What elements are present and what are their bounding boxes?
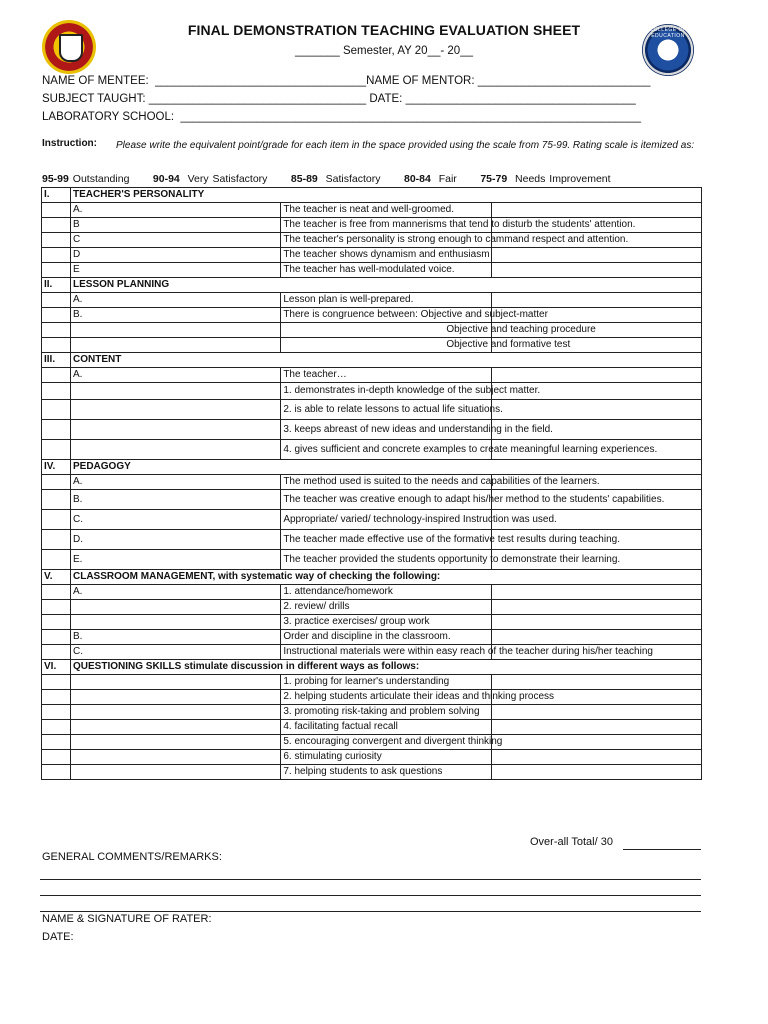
grade-input-cell[interactable] <box>491 675 701 690</box>
mentee-mentor-field[interactable]: NAME OF MENTEE: _________________________________NAME OF MENTOR: ___________________________ <box>42 75 651 87</box>
item-text: 6. stimulating curiosity <box>281 750 491 765</box>
grade-input-cell[interactable] <box>491 203 701 218</box>
item-text: Objective and teaching procedure <box>281 323 491 338</box>
item-text: 2. is able to relate lessons to actual life situations. <box>281 400 491 420</box>
table-row <box>42 675 702 690</box>
row-number <box>42 675 71 690</box>
row-number: V. <box>42 570 71 585</box>
item-letter: E <box>71 263 281 278</box>
item-letter <box>71 615 281 630</box>
item-text: The teacher made effective use of the formative test results during teaching. <box>281 530 491 550</box>
item-text: The teacher provided the students opportunity to demonstrate their learning. <box>281 550 491 570</box>
table-row <box>42 203 702 218</box>
table-row <box>42 765 702 780</box>
item-text: 1. demonstrates in-depth knowledge of the subject matter. <box>281 383 491 400</box>
row-number <box>42 400 71 420</box>
section-heading: QUESTIONING SKILLS stimulate discussion in different ways as follows: <box>71 660 702 675</box>
rating-scale: 95-99 Outstanding 90-94 Very Satisfactory 85-89 Satisfactory 80-84 Fair 75-79 Needs Improvement <box>42 173 611 185</box>
section-heading: TEACHER'S PERSONALITY <box>71 188 702 203</box>
grade-input-cell[interactable] <box>491 585 701 600</box>
item-letter <box>71 338 281 353</box>
overall-total-input[interactable] <box>623 849 701 850</box>
item-text: The teacher… <box>281 368 491 383</box>
row-number <box>42 630 71 645</box>
item-letter <box>71 400 281 420</box>
section-heading: PEDAGOGY <box>71 460 702 475</box>
grade-input-cell[interactable] <box>491 400 701 420</box>
row-number <box>42 383 71 400</box>
item-text: The teacher is free from mannerisms that tend to disturb the students' attention. <box>281 218 491 233</box>
item-letter <box>71 720 281 735</box>
table-row <box>42 645 702 660</box>
table-row <box>42 233 702 248</box>
table-row <box>42 550 702 570</box>
item-text: 4. gives sufficient and concrete examples to create meaningful learning experiences. <box>281 440 491 460</box>
table-row <box>42 383 702 400</box>
item-letter: B. <box>71 630 281 645</box>
section-heading: CONTENT <box>71 353 702 368</box>
laboratory-school-field[interactable]: LABORATORY SCHOOL: ________________________________________________________________________ <box>42 111 641 123</box>
row-number <box>42 293 71 308</box>
row-number <box>42 203 71 218</box>
item-text: Order and discipline in the classroom. <box>281 630 491 645</box>
row-number <box>42 490 71 510</box>
row-number <box>42 600 71 615</box>
grade-input-cell[interactable] <box>491 750 701 765</box>
table-row <box>42 720 702 735</box>
item-text: 3. practice exercises/ group work <box>281 615 491 630</box>
semester-line: _______ Semester, AY 20__- 20__ <box>295 45 473 57</box>
item-text: 1. attendance/homework <box>281 585 491 600</box>
table-row <box>42 570 702 585</box>
grade-input-cell[interactable] <box>491 263 701 278</box>
row-number <box>42 720 71 735</box>
item-letter: E. <box>71 550 281 570</box>
section-heading: LESSON PLANNING <box>71 278 702 293</box>
table-row <box>42 440 702 460</box>
item-letter <box>71 765 281 780</box>
evaluation-table <box>41 187 702 780</box>
table-row <box>42 368 702 383</box>
item-letter: D. <box>71 530 281 550</box>
grade-input-cell[interactable] <box>491 720 701 735</box>
item-text: Appropriate/ varied/ technology-inspired Instruction was used. <box>281 510 491 530</box>
row-number <box>42 750 71 765</box>
table-row <box>42 420 702 440</box>
row-number: I. <box>42 188 71 203</box>
row-number <box>42 368 71 383</box>
item-letter <box>71 675 281 690</box>
table-row <box>42 530 702 550</box>
item-text: Instructional materials were within easy reach of the teacher during his/her teaching <box>281 645 491 660</box>
grade-input-cell[interactable] <box>491 765 701 780</box>
row-number <box>42 510 71 530</box>
date-label: DATE: <box>42 931 74 943</box>
table-row <box>42 278 702 293</box>
item-letter: C. <box>71 645 281 660</box>
item-text: 4. facilitating factual recall <box>281 720 491 735</box>
item-letter: A. <box>71 203 281 218</box>
form-title: FINAL DEMONSTRATION TEACHING EVALUATION SHEET <box>187 22 581 38</box>
table-row <box>42 188 702 203</box>
row-number: VI. <box>42 660 71 675</box>
table-row <box>42 660 702 675</box>
item-letter <box>71 440 281 460</box>
item-letter: C <box>71 233 281 248</box>
item-letter <box>71 600 281 615</box>
row-number <box>42 690 71 705</box>
grade-input-cell[interactable] <box>491 705 701 720</box>
item-letter <box>71 383 281 400</box>
grade-input-cell[interactable] <box>491 735 701 750</box>
item-text: 5. encouraging convergent and divergent thinking <box>281 735 491 750</box>
instruction-text: Please write the equivalent point/grade for each item in the space provided using the scale from 75-99. Rating scale is itemized as: <box>116 140 695 151</box>
item-letter: A. <box>71 293 281 308</box>
table-row <box>42 475 702 490</box>
item-letter: A. <box>71 368 281 383</box>
grade-input-cell[interactable] <box>491 293 701 308</box>
row-number <box>42 218 71 233</box>
item-text: 3. keeps abreast of new ideas and understanding in the field. <box>281 420 491 440</box>
item-letter: B. <box>71 490 281 510</box>
subject-date-field[interactable]: SUBJECT TAUGHT: __________________________________ DATE: ____________________________________ <box>42 93 636 105</box>
row-number: III. <box>42 353 71 368</box>
item-text: The teacher's personality is strong enough to cammand respect and attention. <box>281 233 491 248</box>
row-number <box>42 420 71 440</box>
table-row <box>42 460 702 475</box>
item-letter: C. <box>71 510 281 530</box>
row-number <box>42 323 71 338</box>
item-letter <box>71 705 281 720</box>
row-number <box>42 308 71 323</box>
row-number <box>42 765 71 780</box>
item-text: 3. promoting risk-taking and problem solving <box>281 705 491 720</box>
item-text: 7. helping students to ask questions <box>281 765 491 780</box>
item-letter <box>71 323 281 338</box>
row-number <box>42 645 71 660</box>
table-row <box>42 248 702 263</box>
item-text: 2. helping students articulate their ideas and thinking process <box>281 690 491 705</box>
row-number <box>42 338 71 353</box>
grade-input-cell[interactable] <box>491 368 701 383</box>
college-of-education-logo: COLLEGE OF EDUCATION <box>642 24 694 76</box>
table-row <box>42 263 702 278</box>
row-number <box>42 440 71 460</box>
item-text: Lesson plan is well-prepared. <box>281 293 491 308</box>
table-row <box>42 735 702 750</box>
table-row <box>42 615 702 630</box>
item-letter: B <box>71 218 281 233</box>
row-number <box>42 735 71 750</box>
row-number: II. <box>42 278 71 293</box>
table-row <box>42 600 702 615</box>
item-text: The method used is suited to the needs and capabilities of the learners. <box>281 475 491 490</box>
item-letter: A. <box>71 475 281 490</box>
overall-total-label: Over-all Total/ 30 <box>530 836 613 848</box>
grade-input-cell[interactable] <box>491 248 701 263</box>
item-letter: A. <box>71 585 281 600</box>
row-number <box>42 233 71 248</box>
item-text: 1. probing for learner's understanding <box>281 675 491 690</box>
row-number <box>42 263 71 278</box>
table-row <box>42 293 702 308</box>
row-number <box>42 248 71 263</box>
table-row <box>42 690 702 705</box>
table-row <box>42 308 702 323</box>
row-number: IV. <box>42 460 71 475</box>
grade-input-cell[interactable] <box>491 615 701 630</box>
instruction-label: Instruction: <box>42 138 97 149</box>
row-number <box>42 585 71 600</box>
table-row <box>42 353 702 368</box>
item-letter <box>71 750 281 765</box>
comments-line-1[interactable] <box>40 879 701 880</box>
table-row <box>42 490 702 510</box>
table-row <box>42 750 702 765</box>
item-text: 2. review/ drills <box>281 600 491 615</box>
table-row <box>42 338 702 353</box>
item-letter: B. <box>71 308 281 323</box>
row-number <box>42 550 71 570</box>
table-row <box>42 218 702 233</box>
table-row <box>42 400 702 420</box>
row-number <box>42 705 71 720</box>
grade-input-cell[interactable] <box>491 600 701 615</box>
comments-line-3[interactable] <box>40 911 701 912</box>
general-comments-label: GENERAL COMMENTS/REMARKS: <box>42 851 222 863</box>
row-number <box>42 475 71 490</box>
section-heading: CLASSROOM MANAGEMENT, with systematic way of checking the following: <box>71 570 702 585</box>
item-text: There is congruence between: Objective and subject-matter <box>281 308 491 323</box>
item-letter <box>71 735 281 750</box>
table-row <box>42 705 702 720</box>
row-number <box>42 615 71 630</box>
item-letter <box>71 420 281 440</box>
item-text: Objective and formative test <box>281 338 491 353</box>
item-letter <box>71 690 281 705</box>
item-letter: D <box>71 248 281 263</box>
table-row <box>42 585 702 600</box>
item-text: The teacher was creative enough to adapt his/her method to the students' capabilities. <box>281 490 491 510</box>
item-text: The teacher has well-modulated voice. <box>281 263 491 278</box>
table-row <box>42 630 702 645</box>
row-number <box>42 530 71 550</box>
comments-line-2[interactable] <box>40 895 701 896</box>
item-text: The teacher is neat and well-groomed. <box>281 203 491 218</box>
table-row <box>42 510 702 530</box>
grade-input-cell[interactable] <box>491 630 701 645</box>
rater-signature-label: NAME & SIGNATURE OF RATER: <box>42 913 212 925</box>
item-text: The teacher shows dynamism and enthusiasm <box>281 248 491 263</box>
table-row <box>42 323 702 338</box>
